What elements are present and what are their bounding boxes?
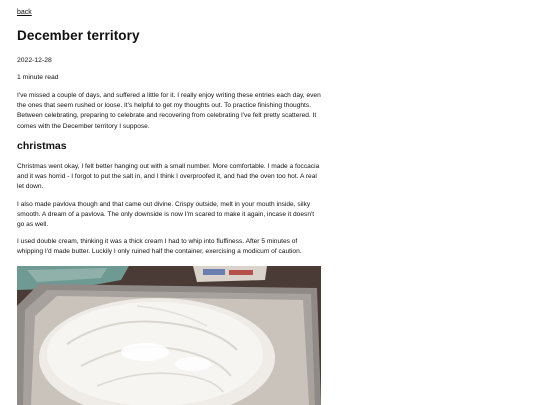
paragraph: I used double cream, thinking it was a thick cream I had to whip into fluffiness. After 5 minutes of whipping I'd made butter. Luckily I only ruined half the container, exercising a modicum of caution. bbox=[17, 238, 302, 256]
post-date: 2022-12-28 bbox=[17, 57, 52, 64]
read-time: 1 minute read bbox=[17, 74, 59, 81]
post-title: December territory bbox=[17, 28, 140, 43]
paragraph: Christmas went okay, I felt better hanging out with a small number. More comfortable. I made a foccacia and it was horrid - I forgot to put the salt in, and I think I overproofed it, and had the oven too hot. A real let down. bbox=[17, 163, 320, 191]
pavlova-photo bbox=[17, 266, 321, 405]
intro-paragraph: I've missed a couple of days, and suffered a little for it. I really enjoy writing these entries each day, even the ones that seem rushed or loose. It's helpful to get my thoughts out. To practice finishing thoughts. Between celebrating, preparing to celebrate and recovering from celebrating I've felt pretty scattered. It comes with the December territory I suppose. bbox=[17, 92, 321, 130]
paragraph: I also made pavlova though and that came out divine. Crispy outside, melt in your mouth inside, silky smooth. A dream of a pavlova. The only downside is now I'm scared to make it again, incase it doesn't go as well. bbox=[17, 201, 315, 229]
back-link[interactable]: back bbox=[17, 9, 32, 16]
section-heading: christmas bbox=[17, 140, 67, 152]
